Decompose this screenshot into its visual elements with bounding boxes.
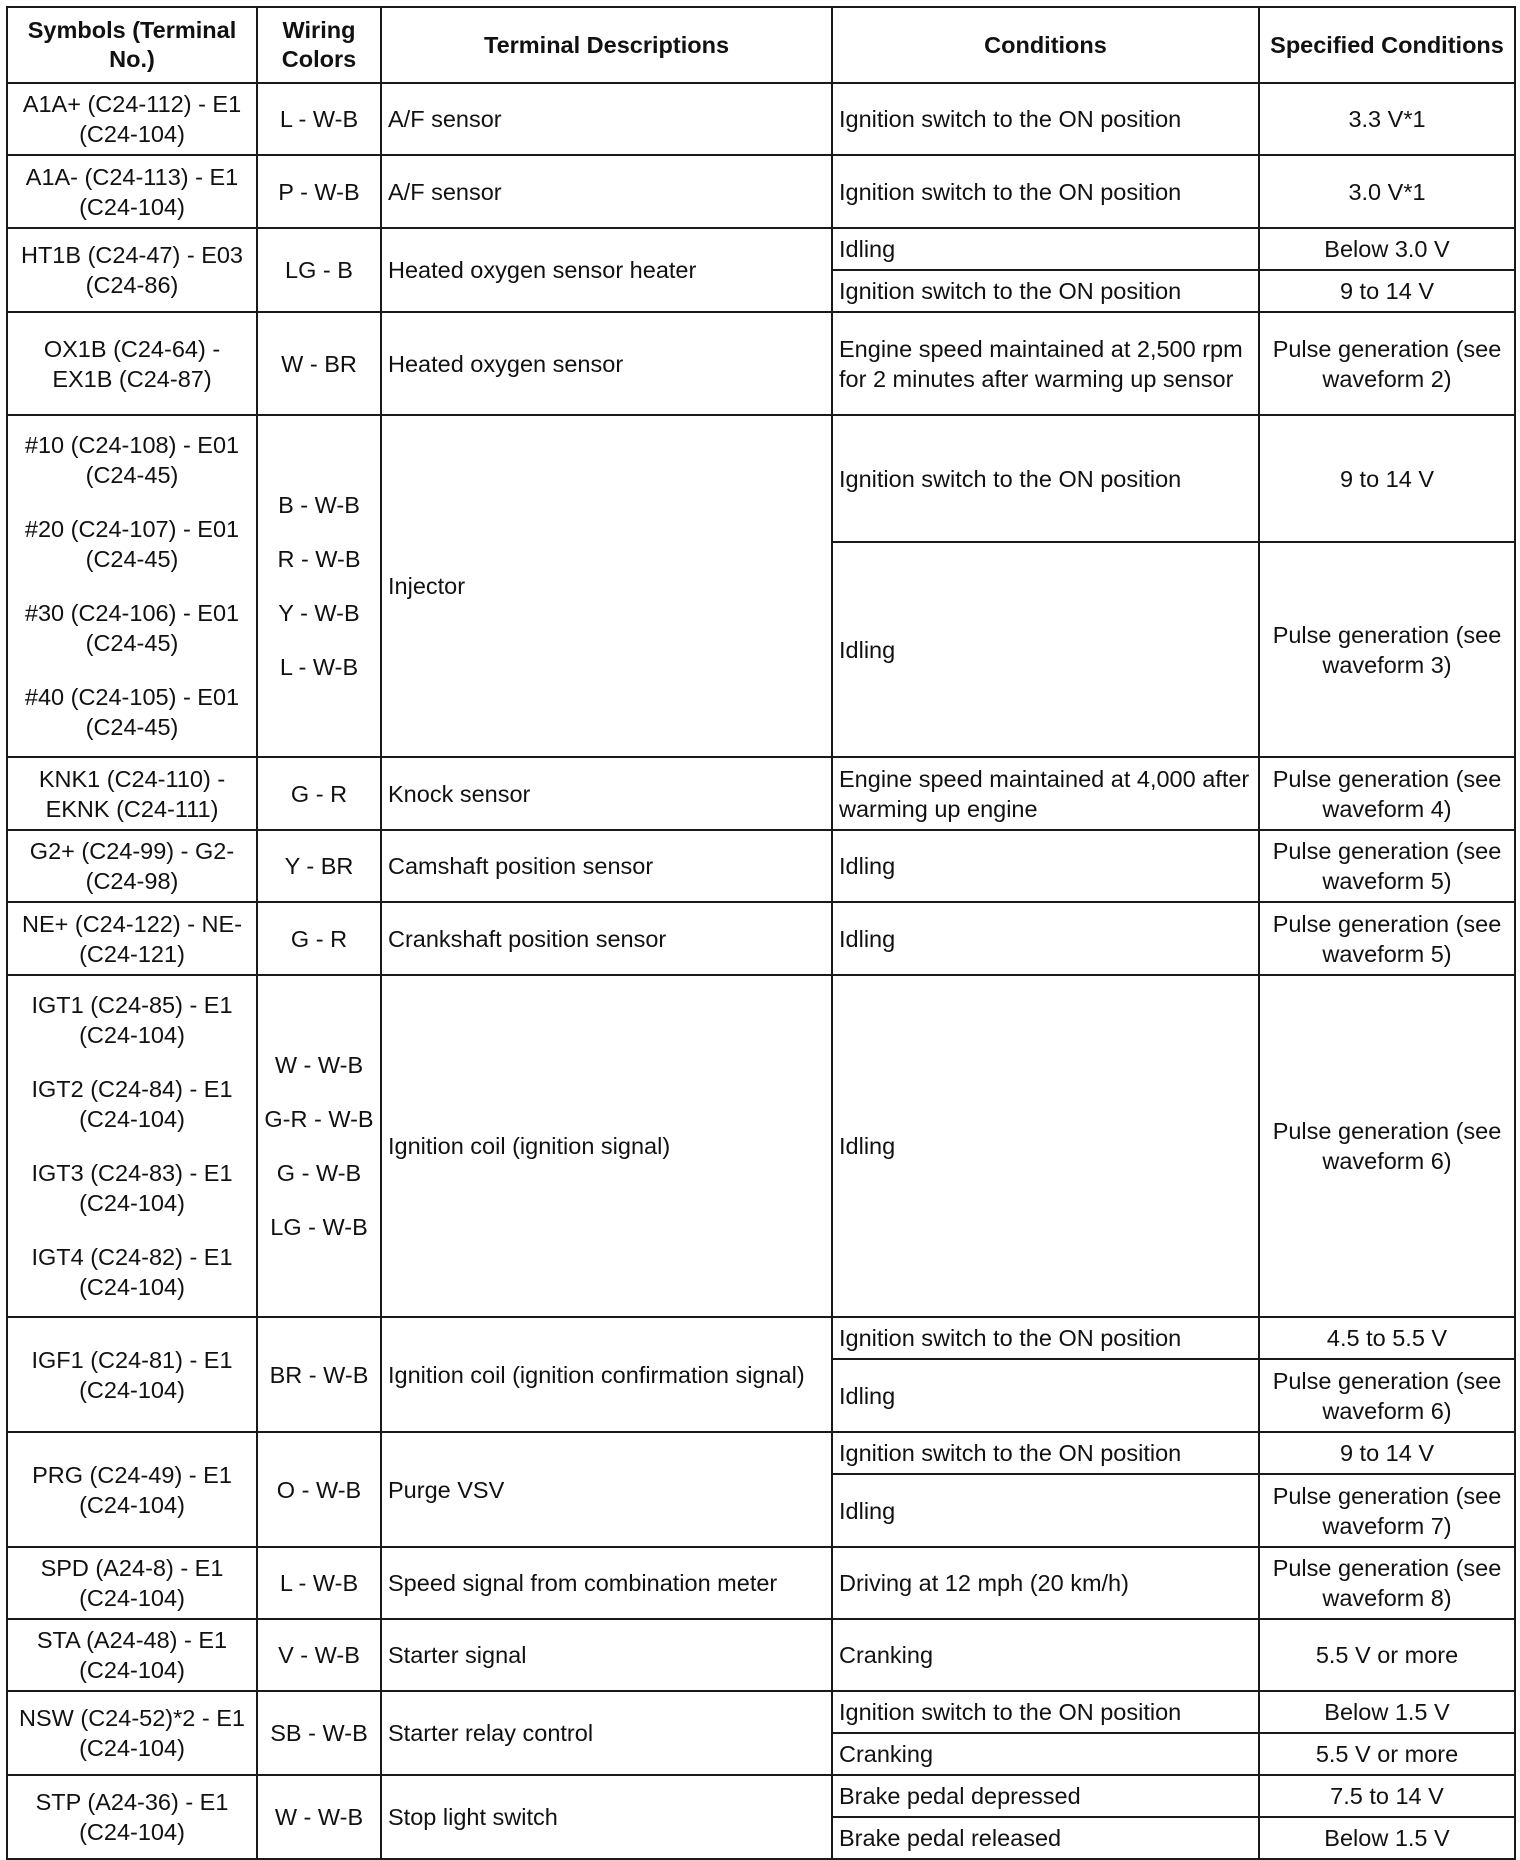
description-cell: Ignition coil (ignition signal): [381, 975, 832, 1317]
table-row: [7, 757, 1515, 830]
specified-cell: Below 1.5 V: [1259, 1817, 1515, 1859]
symbol-stack: [14, 418, 250, 754]
wiring-cell: SB - W-B: [257, 1691, 381, 1775]
specified-cell: 3.0 V*1: [1259, 155, 1515, 228]
description-cell: Heated oxygen sensor heater: [381, 228, 832, 312]
table-row: [7, 902, 1515, 975]
condition-cell: Ignition switch to the ON position: [832, 1432, 1259, 1474]
specified-cell: Below 3.0 V: [1259, 228, 1515, 270]
symbol-line: #30 (C24-106) - E01 (C24-45): [24, 600, 240, 656]
specified-cell: 9 to 14 V: [1259, 1432, 1515, 1474]
symbol-cell: NE+ (C24-122) - NE- (C24-121): [7, 902, 257, 975]
table-row: [7, 228, 1515, 270]
condition-cell: Idling: [832, 542, 1259, 757]
symbol-cell: KNK1 (C24-110) - EKNK (C24-111): [7, 757, 257, 830]
table-row: [7, 83, 1515, 155]
symbol-cell: IGF1 (C24-81) - E1 (C24-104): [7, 1317, 257, 1432]
table-row: [7, 1619, 1515, 1691]
condition-cell: Engine speed maintained at 4,000 after warming up engine: [832, 757, 1259, 830]
description-cell: A/F sensor: [381, 83, 832, 155]
condition-cell: Idling: [832, 975, 1259, 1317]
specified-cell: 7.5 to 14 V: [1259, 1775, 1515, 1817]
header-row: [7, 7, 1515, 83]
description-cell: Starter relay control: [381, 1691, 832, 1775]
wiring-line: R - W-B: [277, 546, 361, 572]
wiring-cell: L - W-B: [257, 83, 381, 155]
condition-cell: Cranking: [832, 1619, 1259, 1691]
wiring-cell: [257, 975, 381, 1317]
header-wiring: Wiring Colors: [257, 7, 381, 83]
condition-cell: Ignition switch to the ON position: [832, 1691, 1259, 1733]
specified-cell: Below 1.5 V: [1259, 1691, 1515, 1733]
table-row: [7, 1547, 1515, 1619]
terminal-table: [6, 6, 1516, 1860]
specified-cell: Pulse generation (see waveform 7): [1259, 1474, 1515, 1547]
symbol-cell: [7, 415, 257, 757]
symbol-line: IGT2 (C24-84) - E1 (C24-104): [31, 1076, 233, 1132]
condition-cell: Brake pedal depressed: [832, 1775, 1259, 1817]
wiring-line: G-R - W-B: [264, 1106, 374, 1132]
header-descriptions: Terminal Descriptions: [381, 7, 832, 83]
wiring-cell: P - W-B: [257, 155, 381, 228]
table-row: [7, 975, 1515, 1317]
specified-cell: 4.5 to 5.5 V: [1259, 1317, 1515, 1359]
description-cell: Injector: [381, 415, 832, 757]
wiring-line: Y - W-B: [278, 600, 360, 626]
description-cell: A/F sensor: [381, 155, 832, 228]
condition-cell: Idling: [832, 1474, 1259, 1547]
condition-cell: Driving at 12 mph (20 km/h): [832, 1547, 1259, 1619]
specified-cell: 9 to 14 V: [1259, 270, 1515, 312]
description-cell: Heated oxygen sensor: [381, 312, 832, 415]
wiring-line: LG - W-B: [270, 1214, 368, 1240]
wiring-cell: G - R: [257, 902, 381, 975]
symbol-cell: G2+ (C24-99) - G2- (C24-98): [7, 830, 257, 902]
wiring-cell: Y - BR: [257, 830, 381, 902]
description-cell: Stop light switch: [381, 1775, 832, 1859]
wiring-cell: W - W-B: [257, 1775, 381, 1859]
symbol-cell: A1A- (C24-113) - E1 (C24-104): [7, 155, 257, 228]
wiring-cell: L - W-B: [257, 1547, 381, 1619]
specified-cell: 5.5 V or more: [1259, 1619, 1515, 1691]
description-cell: Starter signal: [381, 1619, 832, 1691]
table-row: [7, 1775, 1515, 1817]
symbol-line: #40 (C24-105) - E01 (C24-45): [24, 684, 240, 740]
description-cell: Crankshaft position sensor: [381, 902, 832, 975]
wiring-cell: O - W-B: [257, 1432, 381, 1547]
description-cell: Camshaft position sensor: [381, 830, 832, 902]
condition-cell: Idling: [832, 1359, 1259, 1432]
symbol-cell: HT1B (C24-47) - E03 (C24-86): [7, 228, 257, 312]
wiring-line: G - W-B: [276, 1160, 362, 1186]
wiring-stack: [264, 478, 374, 694]
wiring-cell: BR - W-B: [257, 1317, 381, 1432]
description-cell: Purge VSV: [381, 1432, 832, 1547]
description-cell: Speed signal from combination meter: [381, 1547, 832, 1619]
symbol-line: IGT3 (C24-83) - E1 (C24-104): [31, 1160, 233, 1216]
specified-cell: Pulse generation (see waveform 8): [1259, 1547, 1515, 1619]
symbol-cell: A1A+ (C24-112) - E1 (C24-104): [7, 83, 257, 155]
symbol-line: #10 (C24-108) - E01 (C24-45): [24, 432, 240, 488]
condition-cell: Idling: [832, 228, 1259, 270]
symbol-cell: PRG (C24-49) - E1 (C24-104): [7, 1432, 257, 1547]
specified-cell: Pulse generation (see waveform 6): [1259, 1359, 1515, 1432]
specified-cell: Pulse generation (see waveform 6): [1259, 975, 1515, 1317]
symbol-cell: STA (A24-48) - E1 (C24-104): [7, 1619, 257, 1691]
wiring-cell: G - R: [257, 757, 381, 830]
wiring-cell: V - W-B: [257, 1619, 381, 1691]
symbol-cell: NSW (C24-52)*2 - E1 (C24-104): [7, 1691, 257, 1775]
description-cell: Ignition coil (ignition confirmation signal): [381, 1317, 832, 1432]
specified-cell: Pulse generation (see waveform 3): [1259, 542, 1515, 757]
table-row: [7, 155, 1515, 228]
symbol-line: #20 (C24-107) - E01 (C24-45): [24, 516, 240, 572]
condition-cell: Engine speed maintained at 2,500 rpm for 2 minutes after warming up sensor: [832, 312, 1259, 415]
specified-cell: 5.5 V or more: [1259, 1733, 1515, 1775]
description-cell: Knock sensor: [381, 757, 832, 830]
table-row: [7, 1317, 1515, 1359]
wiring-line: L - W-B: [279, 654, 359, 680]
condition-cell: Ignition switch to the ON position: [832, 1317, 1259, 1359]
wiring-stack: [264, 1038, 374, 1254]
header-symbols: Symbols (Terminal No.): [7, 7, 257, 83]
symbol-line: IGT4 (C24-82) - E1 (C24-104): [31, 1244, 233, 1300]
condition-cell: Ignition switch to the ON position: [832, 155, 1259, 228]
specified-cell: Pulse generation (see waveform 2): [1259, 312, 1515, 415]
table-row: [7, 312, 1515, 415]
table-row: [7, 415, 1515, 542]
condition-cell: Idling: [832, 902, 1259, 975]
table-row: [7, 830, 1515, 902]
symbol-cell: SPD (A24-8) - E1 (C24-104): [7, 1547, 257, 1619]
specified-cell: Pulse generation (see waveform 5): [1259, 902, 1515, 975]
symbol-line: IGT1 (C24-85) - E1 (C24-104): [31, 992, 233, 1048]
wiring-line: B - W-B: [278, 492, 360, 518]
symbol-cell: [7, 975, 257, 1317]
symbol-cell: OX1B (C24-64) - EX1B (C24-87): [7, 312, 257, 415]
condition-cell: Idling: [832, 830, 1259, 902]
header-specified: Specified Conditions: [1259, 7, 1515, 83]
wiring-line: W - W-B: [274, 1052, 364, 1078]
wiring-cell: LG - B: [257, 228, 381, 312]
symbol-stack: [14, 978, 250, 1314]
condition-cell: Ignition switch to the ON position: [832, 270, 1259, 312]
wiring-cell: W - BR: [257, 312, 381, 415]
header-conditions: Conditions: [832, 7, 1259, 83]
symbol-cell: STP (A24-36) - E1 (C24-104): [7, 1775, 257, 1859]
table-row: [7, 1432, 1515, 1474]
condition-cell: Cranking: [832, 1733, 1259, 1775]
wiring-cell: [257, 415, 381, 757]
condition-cell: Ignition switch to the ON position: [832, 83, 1259, 155]
condition-cell: Brake pedal released: [832, 1817, 1259, 1859]
specified-cell: 3.3 V*1: [1259, 83, 1515, 155]
specified-cell: Pulse generation (see waveform 4): [1259, 757, 1515, 830]
specified-cell: 9 to 14 V: [1259, 415, 1515, 542]
condition-cell: Ignition switch to the ON position: [832, 415, 1259, 542]
table-row: [7, 1691, 1515, 1733]
specified-cell: Pulse generation (see waveform 5): [1259, 830, 1515, 902]
